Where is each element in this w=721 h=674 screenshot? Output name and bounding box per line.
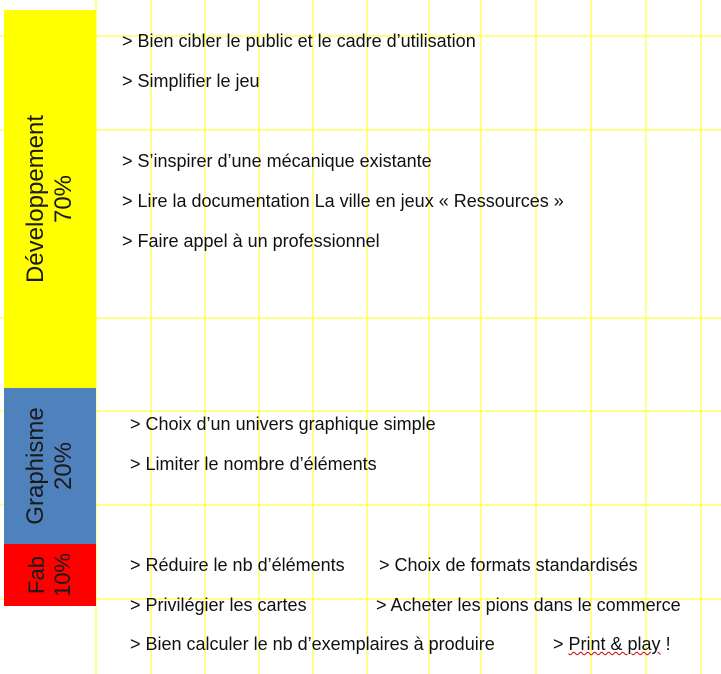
gra-item-simple-universe: > Choix d’un univers graphique simple [130, 414, 436, 434]
fab-percent: 10% [50, 552, 75, 598]
fab-title: Fab [24, 556, 49, 594]
print-play-text: Print & play [568, 634, 661, 654]
print-play-prefix: > [553, 634, 569, 654]
dev-item-simplify-game: > Simplifier le jeu [122, 71, 260, 91]
dev-item-existing-mechanic: > S’inspirer d’une mécanique existante [122, 151, 432, 171]
developpement-percent: 70% [50, 174, 77, 224]
fab-item-buy-pawns: > Acheter les pions dans le commerce [376, 595, 681, 615]
graphisme-percent: 20% [50, 441, 77, 491]
dev-item-read-documentation: > Lire la documentation La ville en jeux « Ressources » [122, 191, 564, 211]
graphisme-title: Graphisme [22, 407, 49, 525]
graphisme-section-bar [4, 388, 96, 544]
fab-section-bar [4, 544, 96, 606]
fab-item-reduce-elements: > Réduire le nb d’éléments [130, 555, 345, 575]
fab-item-standard-formats: > Choix de formats standardisés [379, 555, 638, 575]
dev-item-professional: > Faire appel à un professionnel [122, 231, 380, 251]
fab-label [24, 553, 76, 597]
developpement-title: Développement [22, 114, 49, 284]
fab-item-print-and-play [553, 633, 671, 655]
fab-item-calculate-copies: > Bien calculer le nb d’exemplaires à produire [130, 634, 495, 654]
developpement-section-bar [4, 10, 96, 388]
developpement-label [22, 115, 78, 283]
dev-item-target-audience: > Bien cibler le public et le cadre d’utilisation [122, 31, 476, 51]
gra-item-limit-elements: > Limiter le nombre d’éléments [130, 454, 377, 474]
print-play-suffix: ! [660, 634, 671, 654]
fab-item-prefer-cards: > Privilégier les cartes [130, 595, 307, 615]
graphisme-label [22, 407, 78, 524]
